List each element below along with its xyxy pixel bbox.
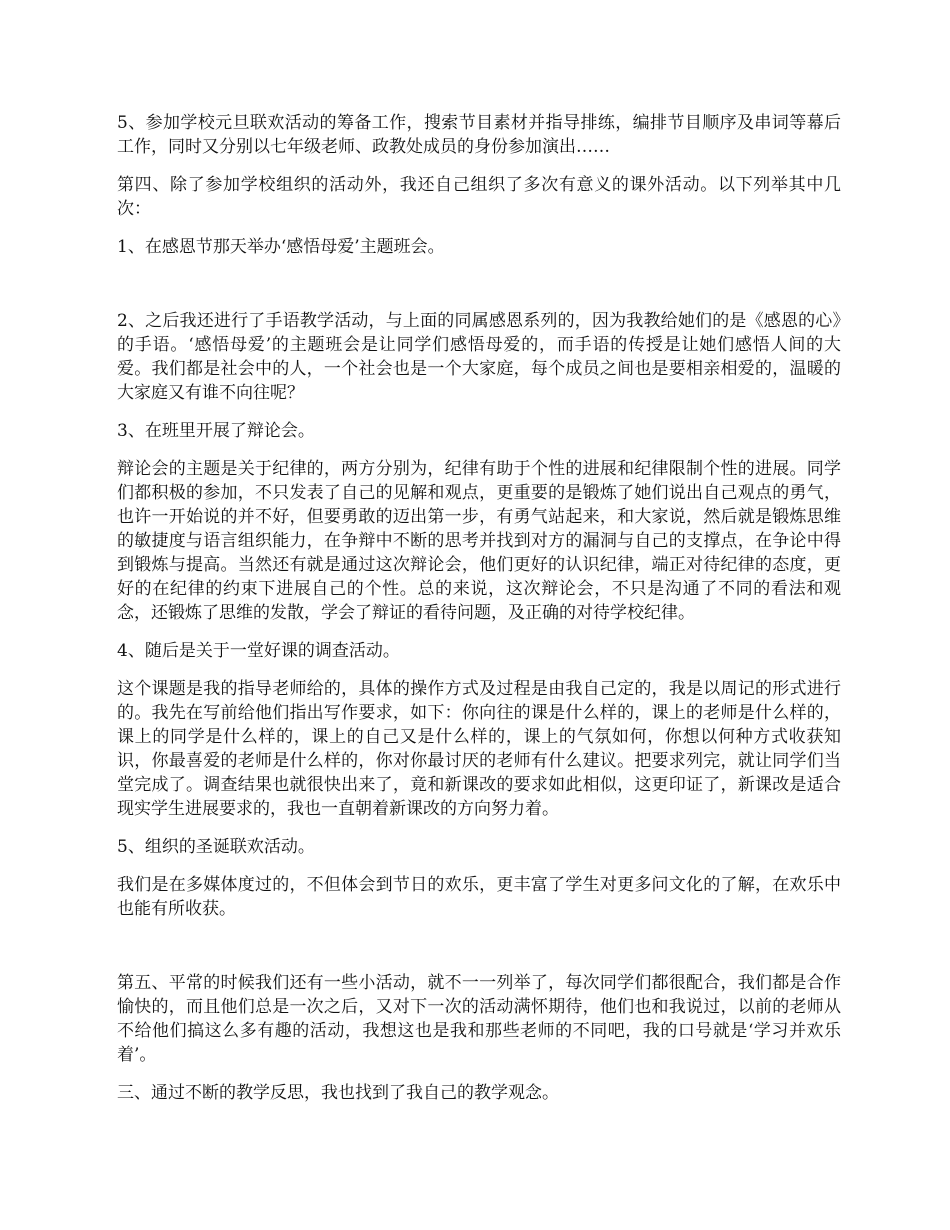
paragraph-survey-heading: 4、随后是关于一堂好课的调查活动。	[117, 641, 400, 661]
paragraph-thanksgiving-meeting: 1、在感恩节那天举办‘感悟母爱’主题班会。	[117, 237, 445, 257]
paragraph-teaching-reflection: 三、通过不断的教学反思，我也找到了我自己的教学观念。	[117, 1083, 559, 1103]
paragraph-debate-body: 辩论会的主题是关于纪律的，两方分别为，纪律有助于个性的进展和纪律限制个性的进展。同学们都积极的参加，不只发表了自己的见解和观点，更重要的是锻炼了她们说出自己观点的勇气，也许一开始说的并不好，但要勇敢的迈出第一步，有勇气站起来，和大家说，然后就是锻炼思维的敏捷度与语言组织能力，在争辩中不断的思考并找到对方的漏洞与自己的支撑点，在争论中得到锻炼与提高。当然还有就是通过这次辩论会，他们更好的认识纪律，端正对待纪律的态度，更好的在纪律的约束下进展自己的个性。总的来说，这次辩论会，不只是沟通了不同的看法和观念，还锻炼了思维的发散，学会了辩证的看待问题，及正确的对待学校纪律。	[117, 459, 841, 623]
paragraph-christmas-heading: 5、组织的圣诞联欢活动。	[117, 837, 315, 857]
paragraph-christmas-body: 我们是在多媒体度过的，不但体会到节日的欢乐，更丰富了学生对更多问文化的了解，在欢乐中也能有所收获。	[117, 875, 841, 919]
paragraph-debate-heading: 3、在班里开展了辩论会。	[117, 421, 315, 441]
paragraph-small-activities: 第五、平常的时候我们还有一些小活动，就不一一列举了，每次同学们都很配合，我们都是合作愉快的，而且他们总是一次之后，又对下一次的活动满怀期待，他们也和我说过，以前的老师从不给他们搞这么多有趣的活动，我想这也是我和那些老师的不同吧，我的口号就是‘学习并欢乐着’。	[117, 973, 841, 1065]
document-page	[117, 111, 841, 1119]
paragraph-extracurricular-intro: 第四、除了参加学校组织的活动外，我还自己组织了多次有意义的课外活动。以下列举其中几次：	[117, 175, 841, 219]
paragraph-sign-language: 2、之后我还进行了手语教学活动，与上面的同属感恩系列的，因为我教给她们的是《感恩的心》的手语。‘感悟母爱’的主题班会是让同学们感悟母爱的，而手语的传授是让她们感悟人间的大爱。我们都是社会中的人，一个社会也是一个大家庭，每个成员之间也是要相亲相爱的，温暖的大家庭又有谁不向往呢？	[117, 311, 841, 403]
paragraph-new-year-party: 5、参加学校元旦联欢活动的筹备工作，搜索节目素材并指导排练，编排节目顺序及串词等幕后工作，同时又分别以七年级老师、政教处成员的身份参加演出……	[117, 113, 841, 157]
paragraph-survey-body: 这个课题是我的指导老师给的，具体的操作方式及过程是由我自己定的，我是以周记的形式进行的。我先在写前给他们指出写作要求，如下：你向往的课是什么样的，课上的老师是什么样的，课上的同学是什么样的，课上的自己又是什么样的，课上的气氛如何，你想以何种方式收获知识，你最喜爱的老师是什么样的，你对你最讨厌的老师有什么建议。把要求列完，就让同学们当堂完成了。调查结果也就很快出来了，竟和新课改的要求如此相似，这更印证了，新课改是适合现实学生进展要求的，我也一直朝着新课改的方向努力着。	[117, 679, 841, 819]
